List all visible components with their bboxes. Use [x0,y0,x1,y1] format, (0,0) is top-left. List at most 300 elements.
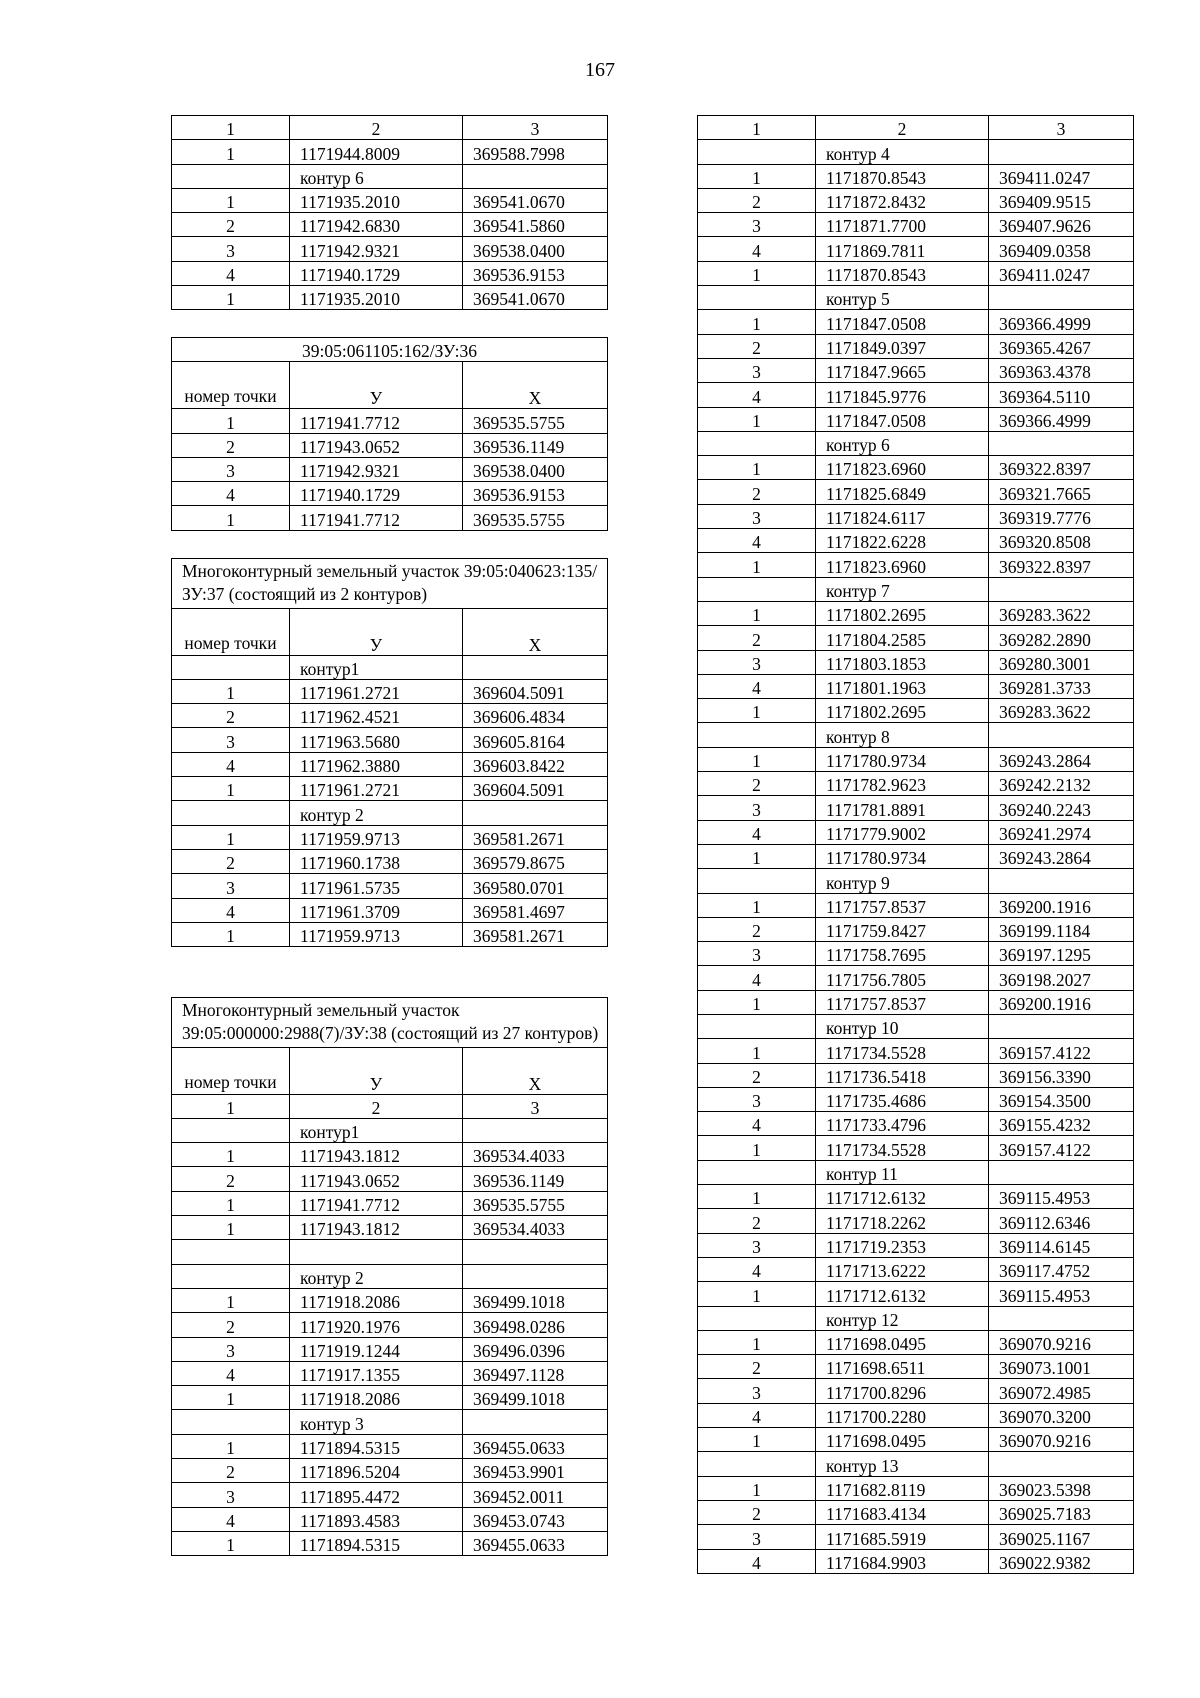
coordinate-y-cell: 1171803.1853 [816,650,989,674]
table-row [698,942,1134,966]
coordinate-y-cell: контур 2 [290,1264,463,1288]
table-row [698,1379,1134,1403]
column-number: 2 [290,116,463,140]
coordinate-y-cell: 1171869.7811 [816,237,989,261]
coordinate-y-cell: 1171870.8543 [816,164,989,188]
coordinate-x-cell: 369322.8397 [989,456,1134,480]
table-row [172,506,608,530]
coordinate-y-cell: 1171780.9734 [816,747,989,771]
coordinate-x-cell: 369243.2864 [989,747,1134,771]
coordinates-table-contour-6 [171,115,608,310]
coordinate-x-cell: 369409.0358 [989,237,1134,261]
point-number-cell: 3 [698,504,816,528]
column-number: 3 [463,1094,608,1118]
point-number-cell: 3 [698,650,816,674]
table-row [698,1282,1134,1306]
coordinate-x-cell: 369541.5860 [463,213,608,237]
coordinate-x-cell [463,1118,608,1142]
point-number-cell [172,1410,290,1434]
coordinate-y-cell: 1171712.6132 [816,1185,989,1209]
coordinate-x-cell: 369581.4697 [463,898,608,922]
coordinate-y-cell: 1171918.2086 [290,1288,463,1312]
coordinate-x-cell: 369411.0247 [989,261,1134,285]
coordinate-y-cell: контур 2 [290,801,463,825]
parcel-table-zu37 [171,558,608,947]
point-number-cell [172,1118,290,1142]
coordinate-x-cell [989,723,1134,747]
coordinate-y-cell: 1171713.6222 [816,1257,989,1281]
coordinate-x-cell [463,801,608,825]
table-row [698,1087,1134,1111]
column-header-y: У [290,608,463,655]
coordinates-table-continued [697,115,1134,1574]
contour-header-row [172,801,608,825]
coordinate-y-cell: 1171895.4472 [290,1483,463,1507]
table-row [698,553,1134,577]
coordinate-x-cell: 369541.0670 [463,188,608,212]
table-row [172,409,608,433]
coordinate-x-cell: 369455.0633 [463,1434,608,1458]
point-number-cell: 1 [172,1143,290,1167]
coordinate-x-cell: 369072.4985 [989,1379,1134,1403]
point-number-cell: 2 [172,704,290,728]
table-row [698,1233,1134,1257]
table-row [698,1063,1134,1087]
coordinate-x-cell: 369283.3622 [989,601,1134,625]
table-row [172,482,608,506]
point-number-cell: 4 [698,674,816,698]
coordinate-x-cell: 369280.3001 [989,650,1134,674]
contour-header-row [172,1118,608,1142]
coordinate-y-cell: 1171872.8432 [816,188,989,212]
column-number: 1 [172,116,290,140]
point-number-cell: 3 [172,1483,290,1507]
point-number-cell: 4 [172,1507,290,1531]
table-row [698,407,1134,431]
point-number-cell: 1 [172,679,290,703]
coordinate-x-cell [989,577,1134,601]
coordinate-y-cell: 1171804.2585 [816,626,989,650]
table-row [172,1434,608,1458]
table-row [172,752,608,776]
point-number-cell [698,723,816,747]
point-number-cell: 1 [172,825,290,849]
coordinate-y-cell: 1171917.1355 [290,1361,463,1385]
point-number-cell: 4 [698,529,816,553]
table-row [698,1525,1134,1549]
point-number-cell [698,286,816,310]
table-row [172,1361,608,1385]
table-row [698,529,1134,553]
coordinate-y-cell: контур 6 [290,164,463,188]
point-number-cell: 2 [698,1355,816,1379]
point-number-cell: 4 [698,966,816,990]
table-row [698,1330,1134,1354]
point-number-cell: 1 [698,699,816,723]
contour-header-row [698,1306,1134,1330]
coordinate-y-cell: 1171944.8009 [290,140,463,164]
coordinate-y-cell: 1171822.6228 [816,529,989,553]
table-row [698,358,1134,382]
table-row [698,456,1134,480]
coordinate-y-cell: 1171825.6849 [816,480,989,504]
table-row [698,650,1134,674]
point-number-cell: 3 [172,457,290,481]
coordinate-x-cell [989,1452,1134,1476]
contour-header-row [698,140,1134,164]
point-number-cell: 4 [698,1549,816,1573]
table-row [172,777,608,801]
coordinate-y-cell: 1171733.4796 [816,1112,989,1136]
contour-header-row [698,869,1134,893]
coordinate-x-cell: 369538.0400 [463,457,608,481]
coordinate-x-cell: 369497.1128 [463,1361,608,1385]
coordinate-y-cell: 1171943.1812 [290,1143,463,1167]
coordinate-y-cell: 1171682.8119 [816,1476,989,1500]
table-row [172,1240,608,1264]
coordinate-y-cell: 1171756.7805 [816,966,989,990]
coordinate-x-cell: 369243.2864 [989,844,1134,868]
table-row [172,1143,608,1167]
point-number-cell: 1 [172,922,290,946]
table-row [698,1428,1134,1452]
coordinate-x-cell: 369409.9515 [989,188,1134,212]
coordinate-x-cell [989,869,1134,893]
coordinate-x-cell: 369606.4834 [463,704,608,728]
table-header-row [172,116,608,140]
point-number-cell [172,1240,290,1264]
coordinate-y-cell: 1171961.2721 [290,679,463,703]
table-row [698,1185,1134,1209]
coordinate-y-cell: контур 13 [816,1452,989,1476]
coordinate-y-cell: контур 7 [816,577,989,601]
coordinate-x-cell: 369581.2671 [463,825,608,849]
coordinate-y-cell: 1171757.8537 [816,990,989,1014]
coordinate-y-cell: контур 5 [816,286,989,310]
coordinate-y-cell: 1171940.1729 [290,482,463,506]
coordinate-y-cell: 1171779.9002 [816,820,989,844]
coordinate-x-cell: 369242.2132 [989,772,1134,796]
table-row [172,1191,608,1215]
coordinate-x-cell: 369198.2027 [989,966,1134,990]
coordinate-x-cell: 369114.6145 [989,1233,1134,1257]
table-row [698,917,1134,941]
coordinate-y-cell: 1171849.0397 [816,334,989,358]
point-number-cell: 1 [172,140,290,164]
coordinate-x-cell [463,1264,608,1288]
column-header-point: номер точки [172,608,290,655]
point-number-cell: 1 [698,407,816,431]
point-number-cell: 2 [698,626,816,650]
table-row [172,188,608,212]
point-number-cell: 4 [698,1403,816,1427]
coordinate-y-cell: 1171718.2262 [816,1209,989,1233]
point-number-cell: 2 [172,849,290,873]
coordinate-x-cell: 369579.8675 [463,849,608,873]
coordinate-y-cell: контур 12 [816,1306,989,1330]
table-row [698,480,1134,504]
table-row [698,213,1134,237]
coordinate-x-cell: 369366.4999 [989,310,1134,334]
point-number-cell: 1 [698,601,816,625]
point-number-cell [172,1264,290,1288]
coordinate-y-cell: 1171963.5680 [290,728,463,752]
point-number-cell [698,1014,816,1038]
coordinate-y-cell: 1171781.8891 [816,796,989,820]
point-number-cell: 2 [698,334,816,358]
coordinate-y-cell: 1171712.6132 [816,1282,989,1306]
point-number-cell: 3 [698,1233,816,1257]
coordinate-x-cell: 369535.5755 [463,506,608,530]
coordinate-y-cell: 1171871.7700 [816,213,989,237]
coordinate-y-cell: контур 6 [816,431,989,455]
coordinate-x-cell: 369499.1018 [463,1386,608,1410]
point-number-cell: 4 [172,482,290,506]
coordinate-y-cell: 1171735.4686 [816,1087,989,1111]
point-number-cell: 1 [698,1330,816,1354]
coordinate-y-cell: 1171847.0508 [816,407,989,431]
coordinate-x-cell: 369536.9153 [463,261,608,285]
point-number-cell: 2 [172,213,290,237]
coordinate-x-cell: 369070.9216 [989,1330,1134,1354]
table-row [698,237,1134,261]
coordinate-x-cell: 369499.1018 [463,1288,608,1312]
coordinate-x-cell [463,1410,608,1434]
point-number-cell: 3 [698,1087,816,1111]
table-row [698,1355,1134,1379]
coordinate-y-cell: 1171893.4583 [290,1507,463,1531]
table-row [698,310,1134,334]
coordinate-y-cell: 1171962.4521 [290,704,463,728]
table-row [698,1403,1134,1427]
point-number-cell [698,577,816,601]
table-row [172,1337,608,1361]
coordinate-y-cell: 1171961.3709 [290,898,463,922]
coordinate-x-cell: 369117.4752 [989,1257,1134,1281]
point-number-cell: 3 [172,728,290,752]
contour-header-row [172,1264,608,1288]
coordinate-y-cell: контур 10 [816,1014,989,1038]
coordinate-x-cell: 369023.5398 [989,1476,1134,1500]
coordinate-y-cell: 1171870.8543 [816,261,989,285]
point-number-cell: 3 [698,213,816,237]
coordinate-y-cell: 1171780.9734 [816,844,989,868]
point-number-cell: 3 [172,1337,290,1361]
table-row [172,898,608,922]
point-number-cell: 2 [698,480,816,504]
point-number-cell: 1 [172,1434,290,1458]
coordinate-y-cell: 1171685.5919 [816,1525,989,1549]
point-number-cell: 2 [172,1459,290,1483]
coordinate-y-cell: 1171734.5528 [816,1039,989,1063]
point-number-cell: 3 [172,874,290,898]
column-header-y: У [290,1047,463,1094]
contour-header-row [172,164,608,188]
column-number: 1 [172,1094,290,1118]
point-number-cell [698,869,816,893]
point-number-cell: 4 [698,1257,816,1281]
point-number-cell: 2 [172,1167,290,1191]
coordinate-x-cell: 369588.7998 [463,140,608,164]
coordinate-x-cell: 369535.5755 [463,1191,608,1215]
coordinate-x-cell: 369240.2243 [989,796,1134,820]
point-number-cell: 1 [172,409,290,433]
coordinate-y-cell: контур 8 [816,723,989,747]
table-row [698,1257,1134,1281]
point-number-cell: 1 [698,456,816,480]
point-number-cell [698,1452,816,1476]
table-row [698,820,1134,844]
coordinate-y-cell: 1171942.9321 [290,457,463,481]
contour-header-row [172,1410,608,1434]
point-number-cell: 4 [698,820,816,844]
coordinate-x-cell: 369538.0400 [463,237,608,261]
coordinate-x-cell: 369580.0701 [463,874,608,898]
table-row [172,679,608,703]
coordinate-x-cell: 369282.2890 [989,626,1134,650]
point-number-cell: 1 [698,893,816,917]
table-row [698,893,1134,917]
table-row [698,772,1134,796]
table-row [698,504,1134,528]
coordinate-x-cell: 369157.4122 [989,1039,1134,1063]
coordinate-y-cell: 1171941.7712 [290,1191,463,1215]
parcel-table-zu36 [171,337,608,531]
table-row [172,1483,608,1507]
coordinate-y-cell: 1171847.0508 [816,310,989,334]
table-row [698,674,1134,698]
point-number-cell: 3 [172,237,290,261]
coordinate-x-cell: 369115.4953 [989,1282,1134,1306]
coordinate-y-cell: 1171943.0652 [290,1167,463,1191]
column-number: 2 [816,116,989,140]
coordinate-x-cell: 369199.1184 [989,917,1134,941]
point-number-cell: 2 [698,1209,816,1233]
coordinate-y-cell: контур 9 [816,869,989,893]
contour-header-row [698,577,1134,601]
coordinate-x-cell: 369453.0743 [463,1507,608,1531]
point-number-cell: 3 [698,358,816,382]
table-row [698,990,1134,1014]
coordinate-y-cell: контур1 [290,1118,463,1142]
coordinate-x-cell: 369154.3500 [989,1087,1134,1111]
point-number-cell: 4 [172,261,290,285]
coordinate-y-cell: 1171935.2010 [290,286,463,310]
table-row [172,1507,608,1531]
coordinate-x-cell: 369320.8508 [989,529,1134,553]
coordinate-x-cell: 369534.4033 [463,1216,608,1240]
coordinate-y-cell: 1171824.6117 [816,504,989,528]
coordinate-y-cell: 1171961.5735 [290,874,463,898]
point-number-cell: 3 [698,942,816,966]
table-row [698,966,1134,990]
coordinate-y-cell: 1171942.6830 [290,213,463,237]
coordinate-y-cell: контур1 [290,655,463,679]
contour-header-row [698,286,1134,310]
coordinate-x-cell: 369115.4953 [989,1185,1134,1209]
coordinate-x-cell: 369603.8422 [463,752,608,776]
point-number-cell [698,140,816,164]
table-row [172,825,608,849]
column-header-x: Х [463,608,608,655]
table-row [172,1459,608,1483]
point-number-cell [698,1306,816,1330]
column-header-y: У [290,362,463,409]
coordinate-x-cell: 369455.0633 [463,1531,608,1555]
coordinate-x-cell: 369070.9216 [989,1428,1134,1452]
coordinate-y-cell: 1171896.5204 [290,1459,463,1483]
column-number: 1 [698,116,816,140]
coordinate-y-cell: 1171719.2353 [816,1233,989,1257]
coordinate-y-cell: 1171918.2086 [290,1386,463,1410]
table-header-row [698,116,1134,140]
coordinate-x-cell: 369452.0011 [463,1483,608,1507]
coordinate-y-cell: 1171700.2280 [816,1403,989,1427]
point-number-cell: 1 [698,990,816,1014]
coordinate-y-cell: 1171962.3880 [290,752,463,776]
table-row [698,1476,1134,1500]
coordinate-x-cell [989,1014,1134,1038]
table-row [698,383,1134,407]
point-number-cell: 1 [172,1191,290,1215]
point-number-cell: 2 [698,772,816,796]
coordinate-x-cell: 369112.6346 [989,1209,1134,1233]
coordinate-y-cell: 1171847.9665 [816,358,989,382]
table-row [698,626,1134,650]
coordinate-x-cell: 369281.3733 [989,674,1134,698]
parcel-title: Многоконтурный земельный участок 39:05:000000:2988(7)/ЗУ:38 (состоящий из 27 контуров) [172,998,608,1048]
table-row [698,699,1134,723]
coordinate-x-cell: 369366.4999 [989,407,1134,431]
page-number: 167 [585,59,615,81]
contour-header-row [698,431,1134,455]
point-number-cell: 1 [172,286,290,310]
table-row [172,237,608,261]
coordinate-x-cell [989,1160,1134,1184]
coordinate-x-cell: 369319.7776 [989,504,1134,528]
point-number-cell: 1 [698,553,816,577]
point-number-cell [698,1160,816,1184]
table-row [172,286,608,310]
coordinate-x-cell [463,1240,608,1264]
point-number-cell [172,655,290,679]
point-number-cell: 1 [698,747,816,771]
coordinate-x-cell [463,655,608,679]
table-row [172,1216,608,1240]
table-row [172,140,608,164]
coordinate-y-cell: 1171941.7712 [290,409,463,433]
coordinate-x-cell: 369364.5110 [989,383,1134,407]
table-row [172,1288,608,1312]
point-number-cell: 1 [172,506,290,530]
column-header-point: номер точки [172,362,290,409]
table-row [698,261,1134,285]
coordinate-y-cell: 1171940.1729 [290,261,463,285]
table-row [172,1531,608,1555]
coordinate-y-cell: 1171802.2695 [816,601,989,625]
table-row [698,1500,1134,1524]
column-header-x: Х [463,1047,608,1094]
contour-header-row [698,1014,1134,1038]
coordinate-y-cell: 1171959.9713 [290,825,463,849]
coordinate-x-cell: 369536.1149 [463,1167,608,1191]
coordinate-y-cell: 1171801.1963 [816,674,989,698]
coordinate-y-cell: 1171941.7712 [290,506,463,530]
coordinate-x-cell [989,1306,1134,1330]
column-number: 2 [290,1094,463,1118]
point-number-cell: 1 [172,1288,290,1312]
coordinate-y-cell: 1171959.9713 [290,922,463,946]
